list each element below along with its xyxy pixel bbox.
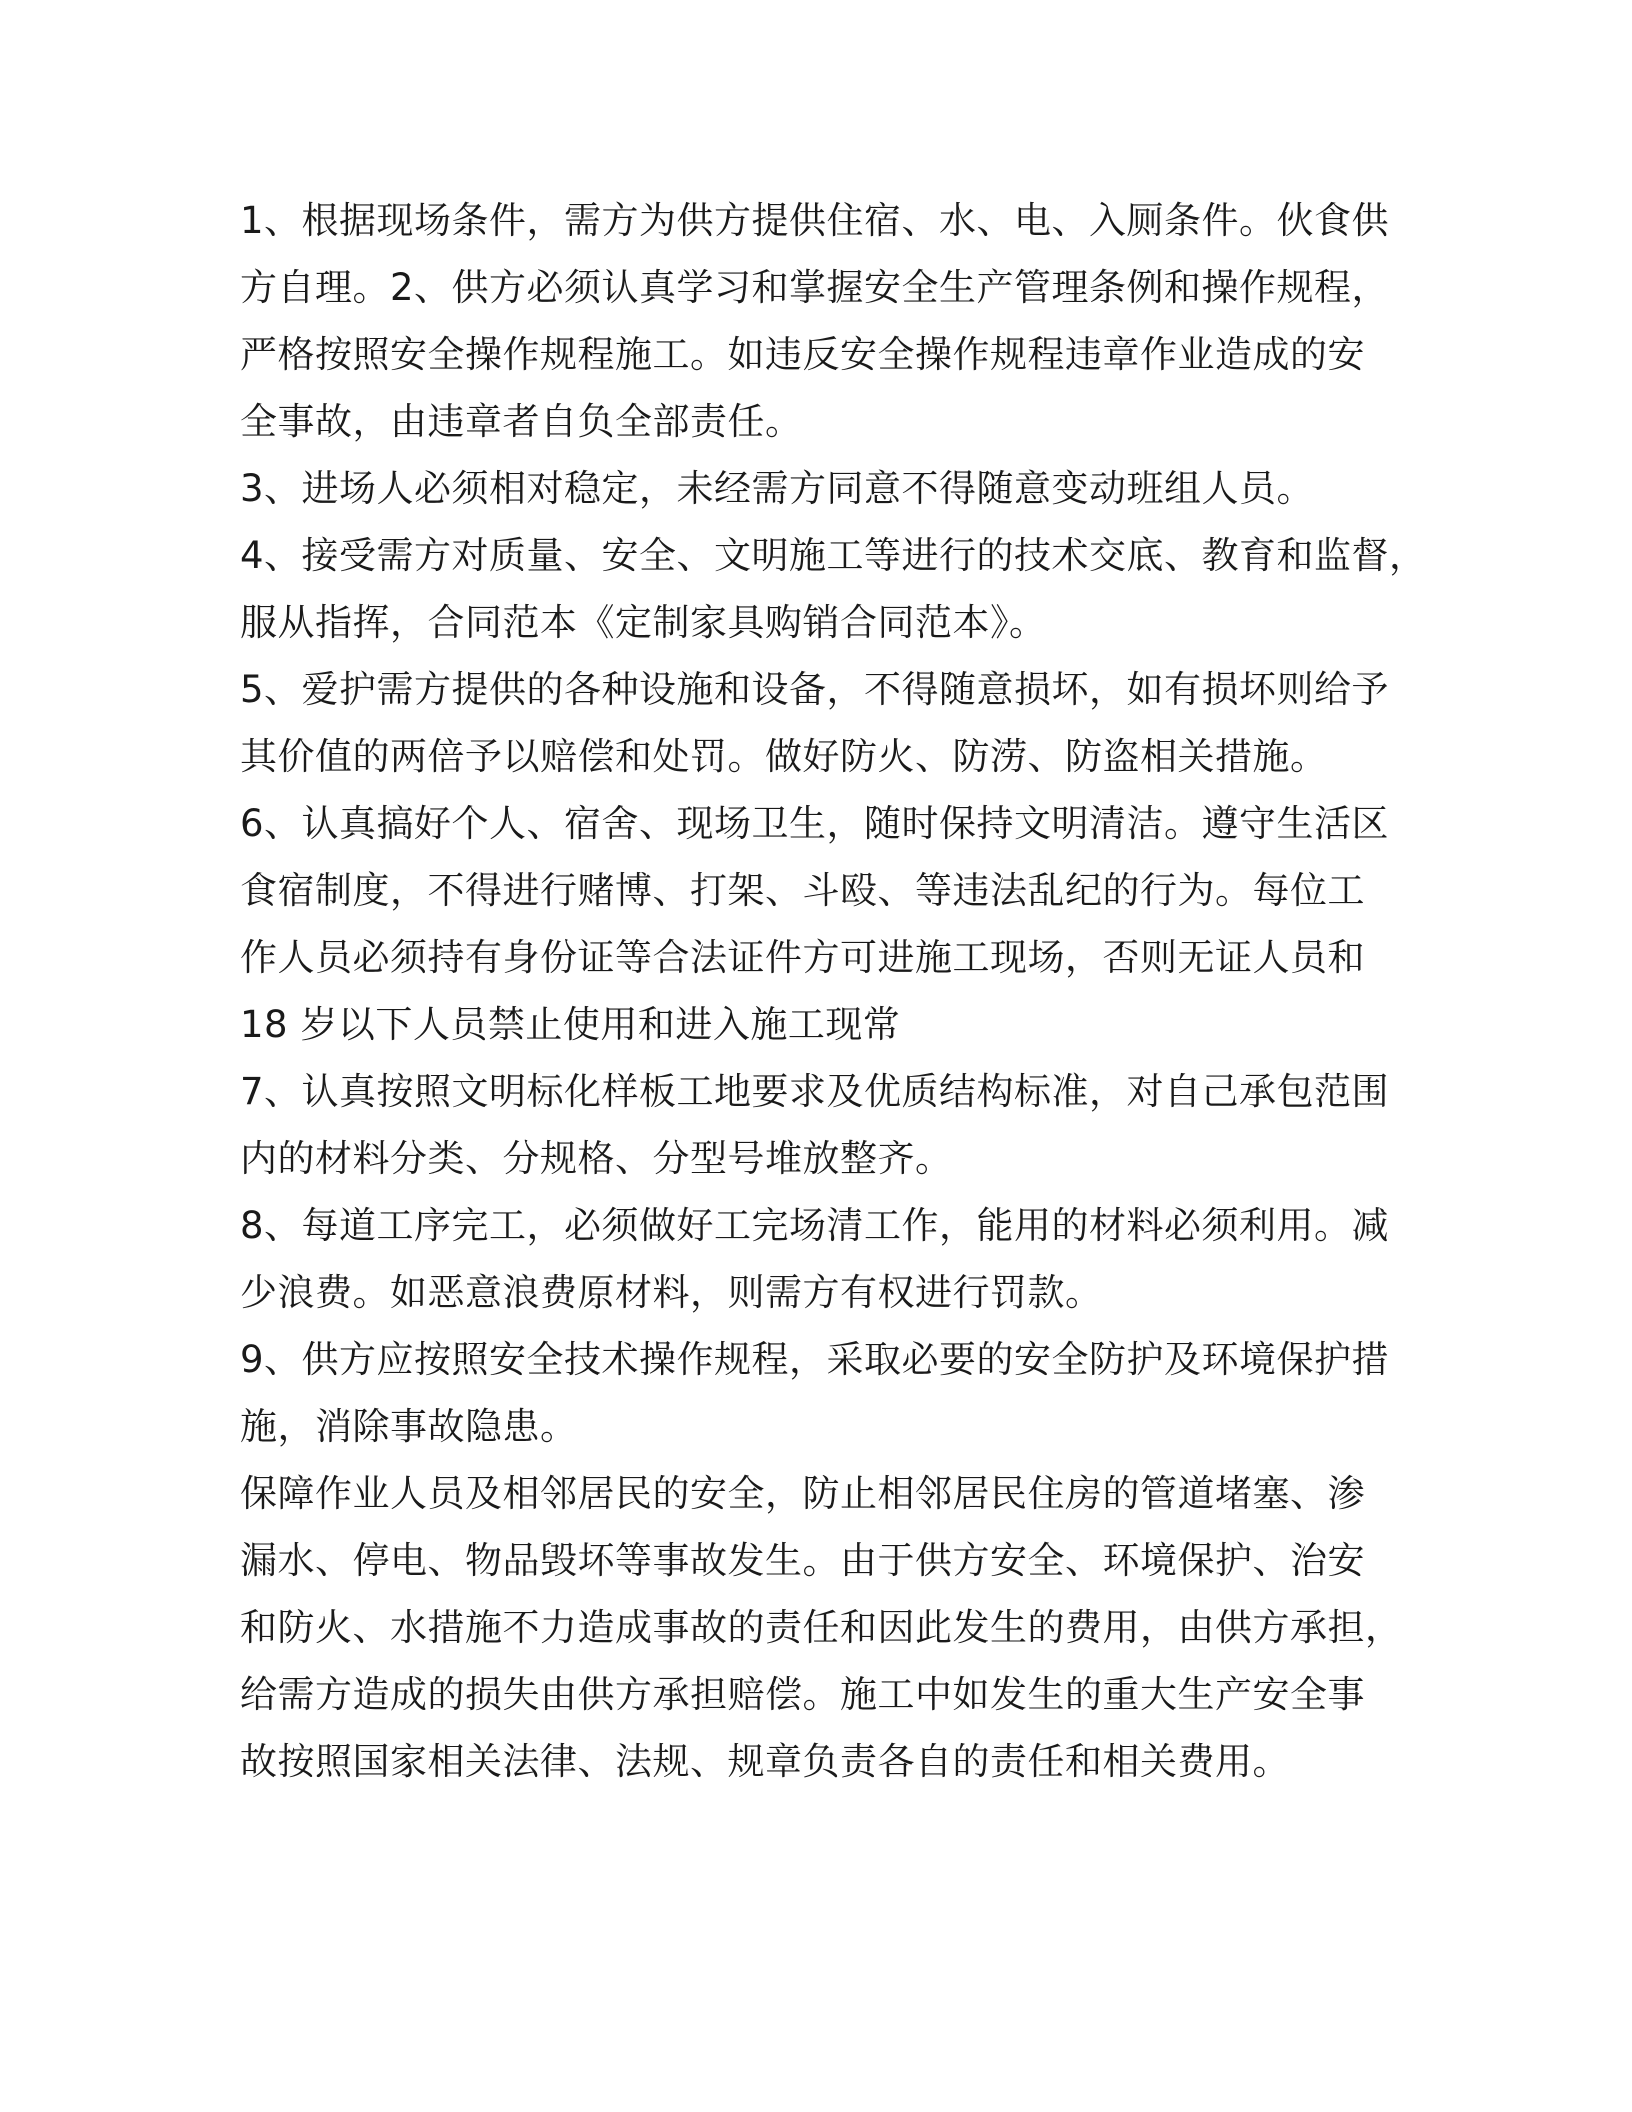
text-line: 作人员必须持有身份证等合法证件方可进施工现场，否则无证人员和 xyxy=(240,936,1365,979)
text-line: 全事故，由违章者自负全部责任。 xyxy=(240,400,803,443)
document-body xyxy=(240,187,1440,1795)
text-line: 方自理。2、供方必须认真学习和掌握安全生产管理条例和操作规程， xyxy=(240,266,1390,309)
text-line: 7、认真按照文明标化样板工地要求及优质结构标准，对自己承包范围 xyxy=(240,1070,1390,1113)
text-line: 3、进场人必须相对稳定，未经需方同意不得随意变动班组人员。 xyxy=(240,467,1315,510)
text-line: 漏水、停电、物品毁坏等事故发生。由于供方安全、环境保护、治安 xyxy=(240,1539,1365,1582)
text-line: 食宿制度，不得进行赌博、打架、斗殴、等违法乱纪的行为。每位工 xyxy=(240,869,1365,912)
text-line: 内的材料分类、分规格、分型号堆放整齐。 xyxy=(240,1137,953,1180)
text-line: 严格按照安全操作规程施工。如违反安全操作规程违章作业造成的安 xyxy=(240,333,1365,376)
text-line: 4、接受需方对质量、安全、文明施工等进行的技术交底、教育和监督， xyxy=(240,534,1427,577)
text-line: 9、供方应按照安全技术操作规程，采取必要的安全防护及环境保护措 xyxy=(240,1338,1390,1381)
text-line: 保障作业人员及相邻居民的安全，防止相邻居民住房的管道堵塞、渗 xyxy=(240,1472,1365,1515)
text-line: 18 岁以下人员禁止使用和进入施工现常 xyxy=(240,1003,901,1046)
text-line: 施，消除事故隐患。 xyxy=(240,1405,578,1448)
text-line: 故按照国家相关法律、法规、规章负责各自的责任和相关费用。 xyxy=(240,1740,1290,1783)
text-line: 5、爱护需方提供的各种设施和设备，不得随意损坏，如有损坏则给予 xyxy=(240,668,1390,711)
text-line: 1、根据现场条件，需方为供方提供住宿、水、电、入厕条件。伙食供 xyxy=(240,199,1390,242)
text-line: 6、认真搞好个人、宿舍、现场卫生，随时保持文明清洁。遵守生活区 xyxy=(240,802,1390,845)
text-line: 服从指挥，合同范本《定制家具购销合同范本》。 xyxy=(240,601,1047,644)
text-line: 给需方造成的损失由供方承担赔偿。施工中如发生的重大生产安全事 xyxy=(240,1673,1365,1716)
text-line: 8、每道工序完工，必须做好工完场清工作，能用的材料必须利用。减 xyxy=(240,1204,1390,1247)
text-line: 少浪费。如恶意浪费原材料，则需方有权进行罚款。 xyxy=(240,1271,1103,1314)
text-line: 和防火、水措施不力造成事故的责任和因此发生的费用，由供方承担， xyxy=(240,1606,1403,1649)
text-line: 其价值的两倍予以赔偿和处罚。做好防火、防涝、防盗相关措施。 xyxy=(240,735,1328,778)
